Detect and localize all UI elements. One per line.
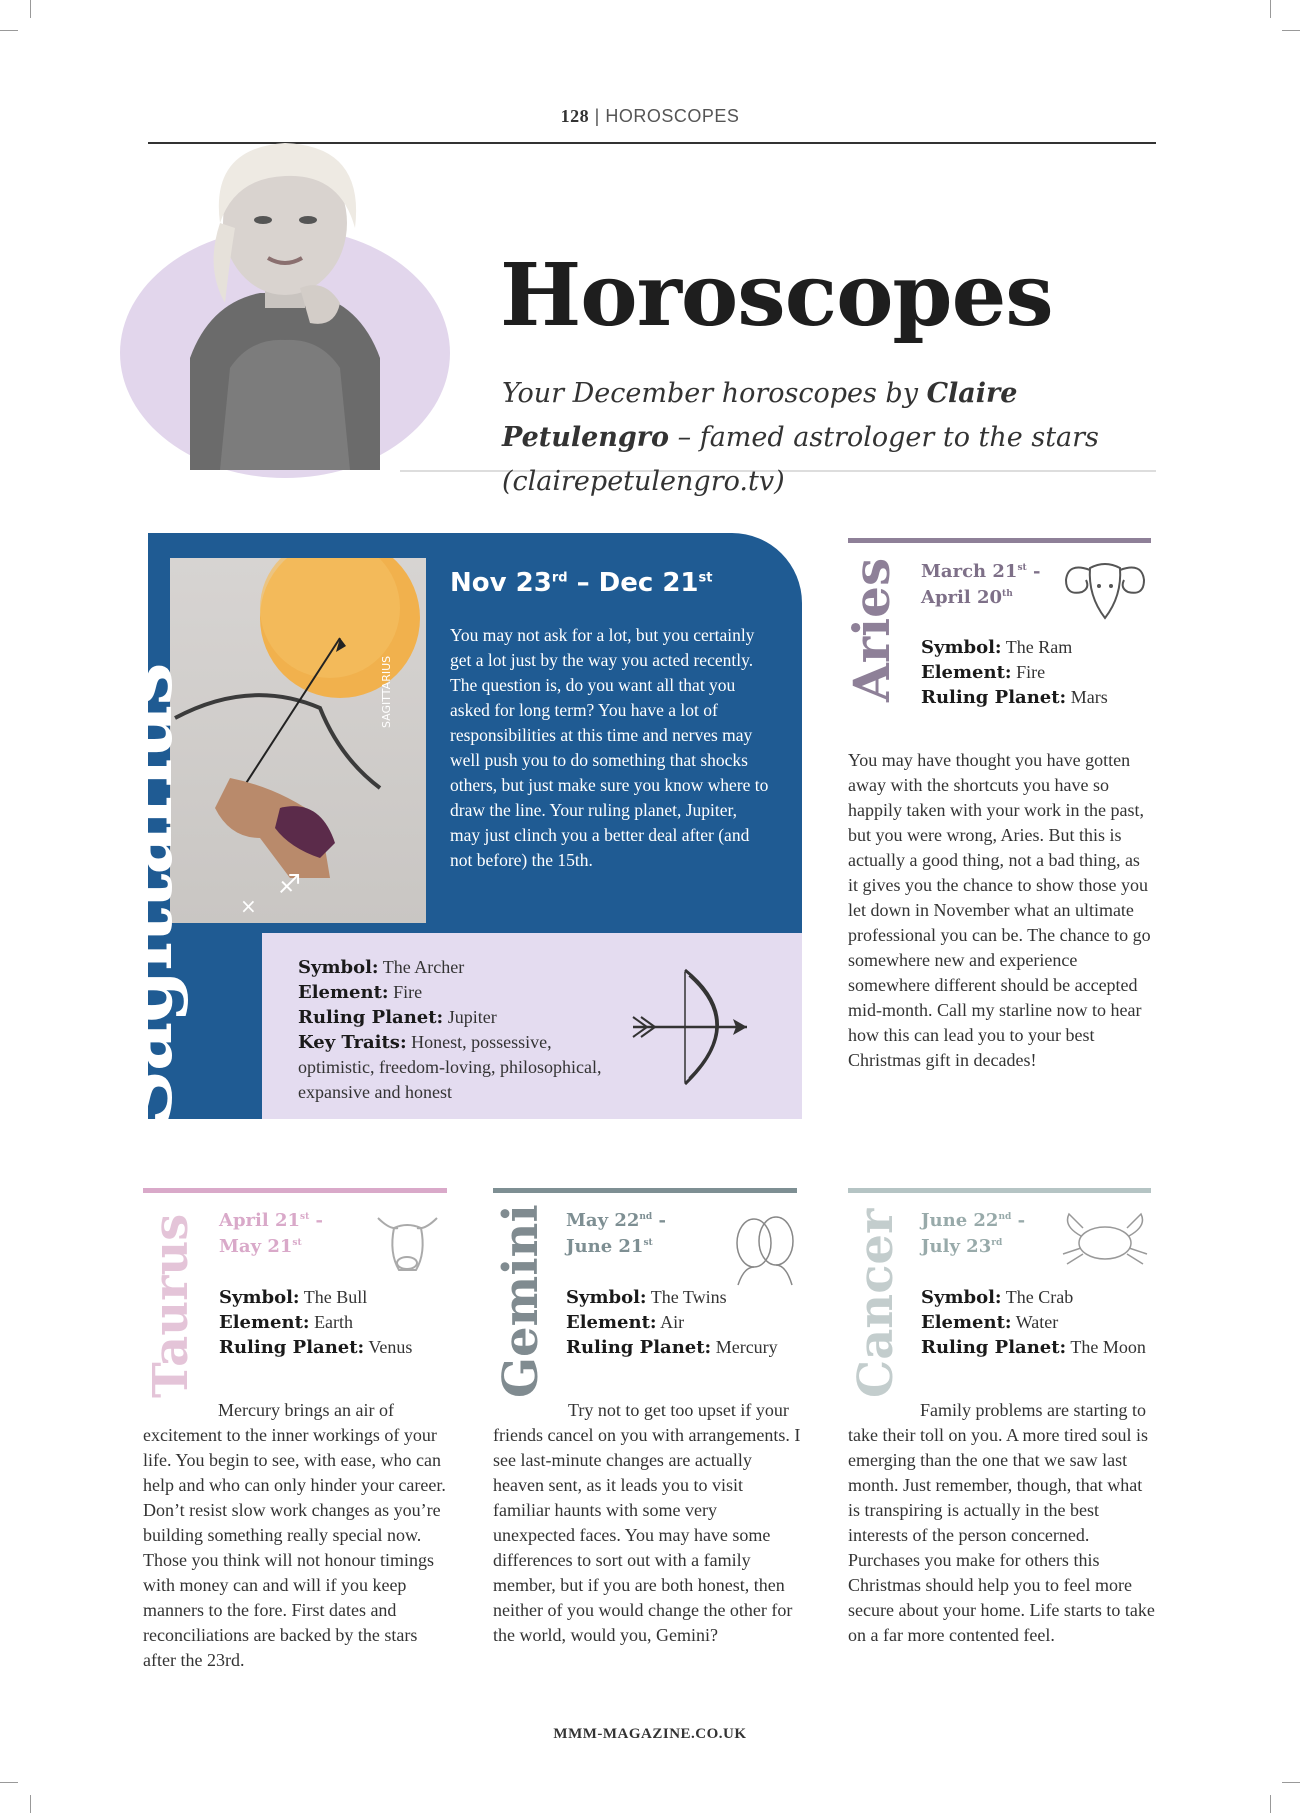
sagittarius-traits <box>298 955 628 1105</box>
ram-icon <box>1060 556 1150 626</box>
element-label: Element: <box>298 982 389 1003</box>
date-start-sup: st <box>300 1212 310 1222</box>
sagittarius-archer-photo <box>170 558 426 923</box>
date-end: April 20 <box>921 587 1003 608</box>
symbol-value: The Ram <box>1005 637 1073 657</box>
planet-label: Ruling Planet: <box>219 1337 365 1358</box>
cancer-sign-name: Cancer <box>848 1208 904 1398</box>
section-name: HOROSCOPES <box>605 106 740 126</box>
symbol-value: The Twins <box>650 1287 727 1307</box>
symbol-label: Symbol: <box>566 1287 647 1308</box>
taurus-traits <box>219 1285 412 1360</box>
cancer-dates: June 22nd - July 23rd <box>921 1210 1026 1257</box>
date-start: Nov 23 <box>450 568 552 598</box>
symbol-label: Symbol: <box>298 957 379 978</box>
aries-sign-name: Aries <box>842 557 901 702</box>
element-value: Earth <box>314 1312 354 1332</box>
aries-traits <box>921 635 1108 710</box>
aries-horoscope-text: You may have thought you have gotten away with the shortcuts you have so happily taken with your work in the past, but you were wrong, Aries. But this is actually a good thing, not a bad thing, as it gives you the chance to show those you let down in November what an ultimate professional you can be. The chance to go somewhere new and experience somewhere different should be accepted mid-month. Call my starline now to hear how this can lead you to your best Christmas gift in decades! <box>848 750 1151 1070</box>
date-start: April 21 <box>219 1210 301 1231</box>
photo-caption: SAGITTARIUS <box>380 655 393 728</box>
cancer-horoscope-text: Family problems are starting to take their toll on you. A more tired soul is emerging than the one that we saw last month. Just remember, though, that what is transpiring is actually in the best interests of the person concerned. Purchases you make for others this Christmas should help you to feel more secure about your home. Life starts to take on a far more contented feel. <box>848 1400 1155 1645</box>
traits-value: Honest, possessive, optimistic, freedom-loving, philosophical, expansive and honest <box>298 1032 602 1102</box>
planet-value: Mercury <box>715 1337 778 1357</box>
gemini-horoscope-text: Try not to get too upset if your friends cancel on you with arrangements. I see last-minute changes are actually heaven sent, as it leads you to visit familiar haunts with some very unexpected faces. You may have some differences to sort out with a family member, but if you are both honest, then neither of you would change the other for the world, would you, Gemini? <box>493 1400 801 1645</box>
planet-value: Jupiter <box>447 1007 497 1027</box>
symbol-value: The Bull <box>303 1287 368 1307</box>
planet-label: Ruling Planet: <box>298 1007 444 1028</box>
cancer-bar <box>848 1188 1151 1193</box>
element-value: Water <box>1015 1312 1059 1332</box>
crop-mark <box>1282 30 1300 31</box>
element-value: Air <box>660 1312 685 1332</box>
astrologer-portrait-image <box>150 128 420 470</box>
date-end-sup: th <box>1002 589 1013 599</box>
crop-mark <box>1282 1782 1300 1783</box>
planet-value: Venus <box>368 1337 413 1357</box>
date-end: Dec 21 <box>598 568 699 598</box>
aries-bar <box>848 538 1151 543</box>
symbol-value: The Archer <box>382 957 465 977</box>
date-start: March 21 <box>921 561 1018 582</box>
element-value: Fire <box>393 982 423 1002</box>
date-separator: – <box>567 568 599 598</box>
subtitle-post: – famed astrologer to the stars (clairepetulengro.tv) <box>502 422 1099 497</box>
crop-mark <box>1270 0 1271 18</box>
crop-mark <box>1270 1795 1271 1813</box>
date-end: May 21 <box>219 1236 293 1257</box>
date-start-sup: nd <box>998 1212 1012 1222</box>
crab-icon <box>1055 1208 1155 1268</box>
taurus-horoscope-text: Mercury brings an air of excitement to the inner workings of your life. You begin to see, with ease, who can help and who can only hinder your career. Don’t resist slow work changes as you’re building something really special now. Those you think will not honour timings with money can and will if you keep manners to the fore. First dates and reconciliations are backed by the stars after the 23rd. <box>143 1400 446 1670</box>
sagittarius-glyph: ♐ <box>278 870 302 900</box>
page-header: 128 | HOROSCOPES <box>560 106 740 126</box>
date-start: May 22 <box>566 1210 640 1231</box>
subtitle-pre: Your December horoscopes by <box>502 378 927 409</box>
page-subtitle <box>502 372 1162 504</box>
traits-label: Key Traits: <box>298 1032 407 1053</box>
gemini-traits <box>566 1285 778 1360</box>
page-footer: MMM-MAGAZINE.CO.UK <box>553 1726 747 1742</box>
aries-dates: March 21st - April 20th <box>921 561 1041 608</box>
planet-value: Mars <box>1070 687 1108 707</box>
date-end-sup: st <box>643 1238 653 1248</box>
symbol-value: The Crab <box>1005 1287 1074 1307</box>
taurus-bar <box>143 1188 447 1193</box>
crop-mark <box>30 1795 31 1813</box>
planet-value: The Moon <box>1070 1337 1146 1357</box>
element-label: Element: <box>921 1312 1012 1333</box>
element-value: Fire <box>1016 662 1046 682</box>
gemini-bar <box>493 1188 797 1193</box>
date-start-sup: st <box>1017 563 1027 573</box>
sagittarius-horoscope-text: You may not ask for a lot, but you certainly get a lot just by the way you acted recently. The question is, do you want all that you asked for long term? You have a lot of responsibilities at this time and nerves may well push you to do something that shocks others, but just make sure you know where to draw the line. Your ruling planet, Jupiter, may just clinch you a better deal after (and not before) the 15th. <box>450 625 769 870</box>
subtitle-author: Claire Petulengro <box>502 378 1018 453</box>
gemini-sign-name: Gemini <box>493 1204 549 1398</box>
bow-and-arrow-icon <box>625 962 755 1092</box>
date-start: June 22 <box>921 1210 999 1231</box>
page-title: Horoscopes <box>500 245 1053 346</box>
gemini-dates: May 22nd - June 21st <box>566 1210 666 1257</box>
element-label: Element: <box>921 662 1012 683</box>
planet-label: Ruling Planet: <box>921 687 1067 708</box>
element-label: Element: <box>219 1312 310 1333</box>
crop-mark <box>0 30 18 31</box>
planet-label: Ruling Planet: <box>566 1337 712 1358</box>
planet-label: Ruling Planet: <box>921 1337 1067 1358</box>
date-end-sup: st <box>292 1238 302 1248</box>
symbol-label: Symbol: <box>219 1287 300 1308</box>
sagittarius-dates <box>450 568 712 598</box>
date-end-sup: st <box>698 570 713 586</box>
symbol-label: Symbol: <box>921 637 1002 658</box>
sagittarius-sign-name: Sagittarius <box>100 663 189 1125</box>
crop-mark <box>0 1782 18 1783</box>
taurus-dates: April 21st - May 21st <box>219 1210 324 1257</box>
symbol-label: Symbol: <box>921 1287 1002 1308</box>
date-end: June 21 <box>566 1236 644 1257</box>
taurus-sign-name: Taurus <box>143 1213 199 1398</box>
element-label: Element: <box>566 1312 657 1333</box>
crop-mark <box>30 0 31 18</box>
date-end: July 23 <box>921 1236 992 1257</box>
cancer-traits <box>921 1285 1146 1360</box>
date-start-sup: nd <box>639 1212 653 1222</box>
date-start-sup: rd <box>551 570 568 586</box>
date-end-sup: rd <box>991 1238 1003 1248</box>
twins-icon <box>730 1205 800 1287</box>
bull-icon <box>370 1208 445 1278</box>
page-number: 128 <box>560 106 590 126</box>
svg-text:×: × <box>240 894 257 918</box>
